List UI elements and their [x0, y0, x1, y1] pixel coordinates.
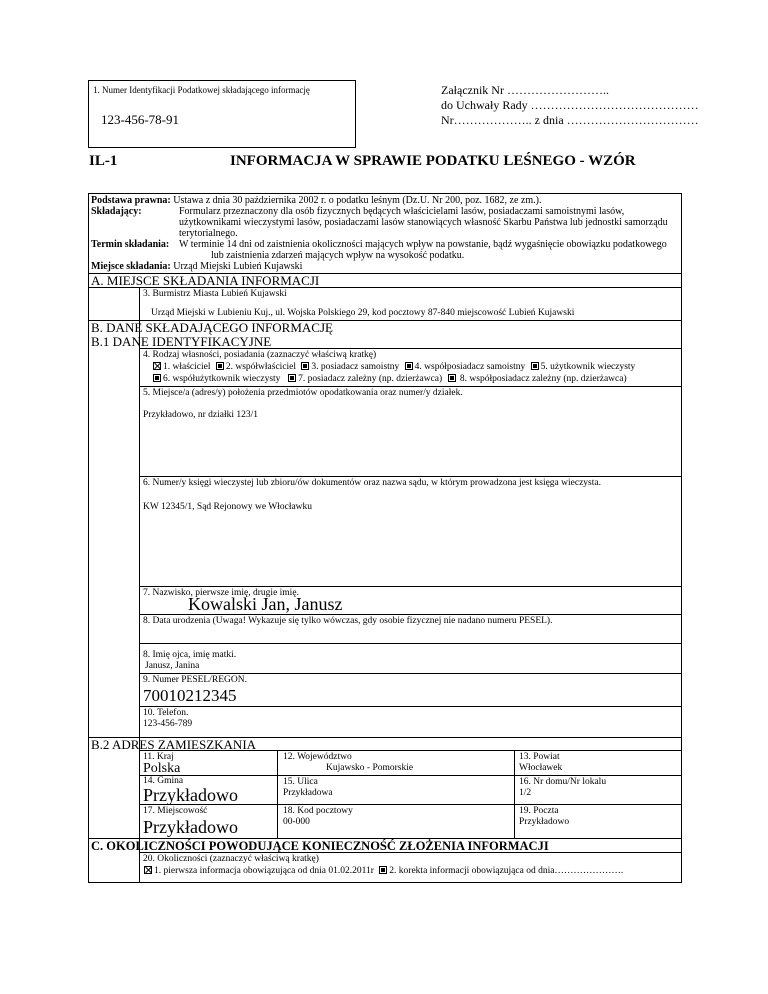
section-b-title: B. DANE SKŁADAJĄCEGO INFORMACJĘ [91, 320, 333, 335]
field10-label: 10. Telefon. [143, 708, 189, 718]
nip-box [88, 80, 356, 148]
field9-divider [139, 706, 682, 707]
field9-label: 9. Numer PESEL/REGON. [143, 675, 247, 685]
field12-label: 12. Województwo [283, 752, 352, 762]
checkbox-co-perpetual-user[interactable] [153, 374, 161, 382]
field11-value[interactable]: Polska [143, 761, 181, 776]
field8-label: 8. Data urodzenia (Uwaga! Wykazuje się tylko wówczas, gdy osobie fizycznej nie nadano numeru PESEL). [143, 616, 553, 626]
field6-label: 6. Numer/y księgi wieczystej lub zbioru/ów dokumentów oraz nazwa sądu, w którym prowadzona jest księga wieczysta. [143, 478, 601, 488]
field19-label: 19. Poczta [519, 806, 559, 816]
field14-label: 14. Gmina [143, 776, 184, 786]
field8b-divider [139, 673, 682, 674]
checkbox-dependent-holder[interactable] [288, 374, 296, 382]
field8b-label: 8. Imię ojca, imię matki. [143, 650, 237, 660]
field13-label: 13. Powiat [519, 752, 560, 762]
annex-line-3: Nr……………….. z dnia …………………………… [441, 113, 699, 127]
section-b2-title: B.2 ADRES ZAMIESZKANIA [91, 737, 257, 752]
option-owner: 1. właściciel [163, 362, 211, 372]
checkbox-owner[interactable] [153, 362, 161, 370]
field9-value[interactable]: 70010212345 [143, 686, 237, 705]
option-dependent-holder: 7. posiadacz zależny (np. dzierżawca) [298, 374, 443, 384]
left-column-divider [139, 287, 140, 883]
option-co-dependent-holder: 8. współposiadacz zależny (np. dzierżawca) [459, 374, 627, 384]
field17-label: 17. Miejscowość [143, 806, 208, 816]
field15-label: 15. Ulica [283, 777, 318, 787]
filers-line-3: terytorialnego. [179, 228, 238, 239]
field17-value[interactable]: Przykładowo [143, 817, 238, 837]
section-b1-title: B.1 DANE IDENTYFIKACYJNE [91, 334, 272, 349]
filers-line-1: Formularz przeznaczony dla osób fizycznych będących właścicielami lasów, posiadaczami samoistnymi lasów, [179, 206, 625, 217]
annex-line-2: do Uchwały Rady …………………………………… [441, 98, 699, 112]
b2-col-1 [277, 750, 278, 838]
section-c-inner-divider [139, 852, 682, 853]
checkbox-co-owner[interactable] [216, 362, 224, 370]
page-title: INFORMACJA W SPRAWIE PODATKU LEŚNEGO - WZÓR [230, 153, 636, 169]
checkbox-correction[interactable] [379, 866, 387, 874]
nip-value[interactable]: 123-456-78-91 [101, 112, 179, 127]
field14-value[interactable]: Przykładowo [143, 785, 238, 805]
legal-basis-label: Podstawa prawna: [91, 195, 171, 206]
filers-label: Składający: [91, 206, 142, 217]
option-co-perpetual-user: 6. współużytkownik wieczysty [163, 374, 281, 384]
field19-value[interactable]: Przykładowo [519, 817, 570, 827]
field6-divider [139, 586, 682, 587]
section-c-title: C. OKOLICZNOŚCI POWODUJĄCE KONIECZNOŚĆ ZŁOŻENIA INFORMACJI [91, 839, 549, 853]
checkbox-perpetual-user[interactable] [531, 362, 539, 370]
place-label: Miejsce składania: [91, 261, 171, 272]
field7-value[interactable]: Kowalski Jan, Janusz [188, 594, 343, 614]
place [91, 261, 302, 273]
field18-value[interactable]: 00-000 [283, 817, 310, 827]
field3-label: 3. Burmistrz Miasta Lubień Kujawski [143, 289, 287, 299]
form-code: IL-1 [89, 153, 118, 169]
option-first-information: 1. pierwsza informacja obowiązująca od dnia 01.02.2011r [154, 866, 374, 876]
field18-label: 18. Kod pocztowy [283, 806, 353, 816]
b1-divider [139, 348, 682, 349]
b2-divider [139, 750, 682, 751]
field13-value[interactable]: Włocławek [519, 763, 563, 773]
deadline-line-1: W terminie 14 dni od zaistnienia okoliczności mających wpływ na powstanie, bądź wygaśnięcie obowiązku podatkowego [179, 239, 667, 250]
place-text: Urząd Miejski Lubień Kujawski [173, 261, 303, 272]
deadline-line-2: lub zaistnienia zdarzeń mających wpływ na wysokość podatku. [211, 250, 465, 261]
legal-basis-text: Ustawa z dnia 30 października 2002 r. o podatku leśnym (Dz.U. Nr 200, poz. 1682, ze zm.). [173, 195, 542, 206]
option-co-owner: 2. współwłaściciel [225, 362, 297, 372]
field20-options [141, 866, 623, 877]
checkbox-first-information[interactable] [144, 866, 152, 874]
field7-divider [139, 614, 682, 615]
field5-label: 5. Miejsce/a (adres/y) położenia przedmiotów opodatkowania oraz numer/y działek. [143, 388, 463, 398]
field7-label: 7. Nazwisko, pierwsze imię, drugie imię. [143, 588, 299, 598]
field8-divider [139, 643, 682, 644]
b2-row-1 [139, 775, 682, 776]
section-a-title: A. MIEJSCE SKŁADANIA INFORMACJI [91, 273, 320, 288]
field20-label: 20. Okoliczności (zaznaczyć właściwą kratkę) [143, 854, 319, 864]
field11-label: 11. Kraj [143, 752, 174, 762]
filers-line-2: użytkownikami wieczystymi lasów, posiadaczami lasów stanowiących własność Skarbu Państwa lub jednostki samorządu [179, 217, 668, 228]
option-correction: 2. korekta informacji obowiązująca od dnia…………………. [389, 866, 624, 876]
option-perpetual-user: 5. użytkownik wieczysty [540, 362, 636, 372]
option-co-independent-holder: 4. współposiadacz samoistny [414, 362, 526, 372]
field5-divider [139, 476, 682, 477]
field4-options-row-1 [150, 362, 635, 373]
field4-divider [139, 386, 682, 387]
field16-label: 16. Nr domu/Nr lokalu [519, 777, 607, 787]
checkbox-independent-holder[interactable] [301, 362, 309, 370]
checkbox-co-dependent-holder[interactable] [448, 374, 456, 382]
option-independent-holder: 3. posiadacz samoistny [311, 362, 400, 372]
checkbox-co-independent-holder[interactable] [405, 362, 413, 370]
section-a-divider [88, 287, 682, 288]
nip-label: 1. Numer Identyfikacji Podatkowej składającego informację [93, 85, 310, 95]
field4-options-row-2 [150, 374, 627, 385]
field8b-value[interactable]: Janusz, Janina [145, 661, 200, 671]
field16-value[interactable]: 1/2 [519, 788, 532, 798]
field5-value[interactable]: Przykładowo, nr działki 123/1 [143, 410, 259, 420]
b2-col-2 [514, 750, 515, 838]
legal-box [88, 193, 682, 274]
deadline-label: Termin składania: [91, 239, 170, 250]
field6-value[interactable]: KW 12345/1, Sąd Rejonowy we Włocławku [143, 502, 313, 512]
annex-line-1: Załącznik Nr …………………….. [441, 83, 609, 97]
field3-value[interactable]: Urząd Miejski w Lubieniu Kuj., ul. Wojska Polskiego 29, kod pocztowy 87-840 miejscowość Lubień Kujawski [151, 308, 575, 318]
field4-label: 4. Rodzaj własności, posiadania (zaznaczyć właściwą kratkę) [143, 350, 377, 360]
field12-value[interactable]: Kujawsko - Pomorskie [326, 763, 414, 773]
field15-value[interactable]: Przykładowa [283, 788, 333, 798]
field10-value[interactable]: 123-456-789 [143, 719, 193, 729]
